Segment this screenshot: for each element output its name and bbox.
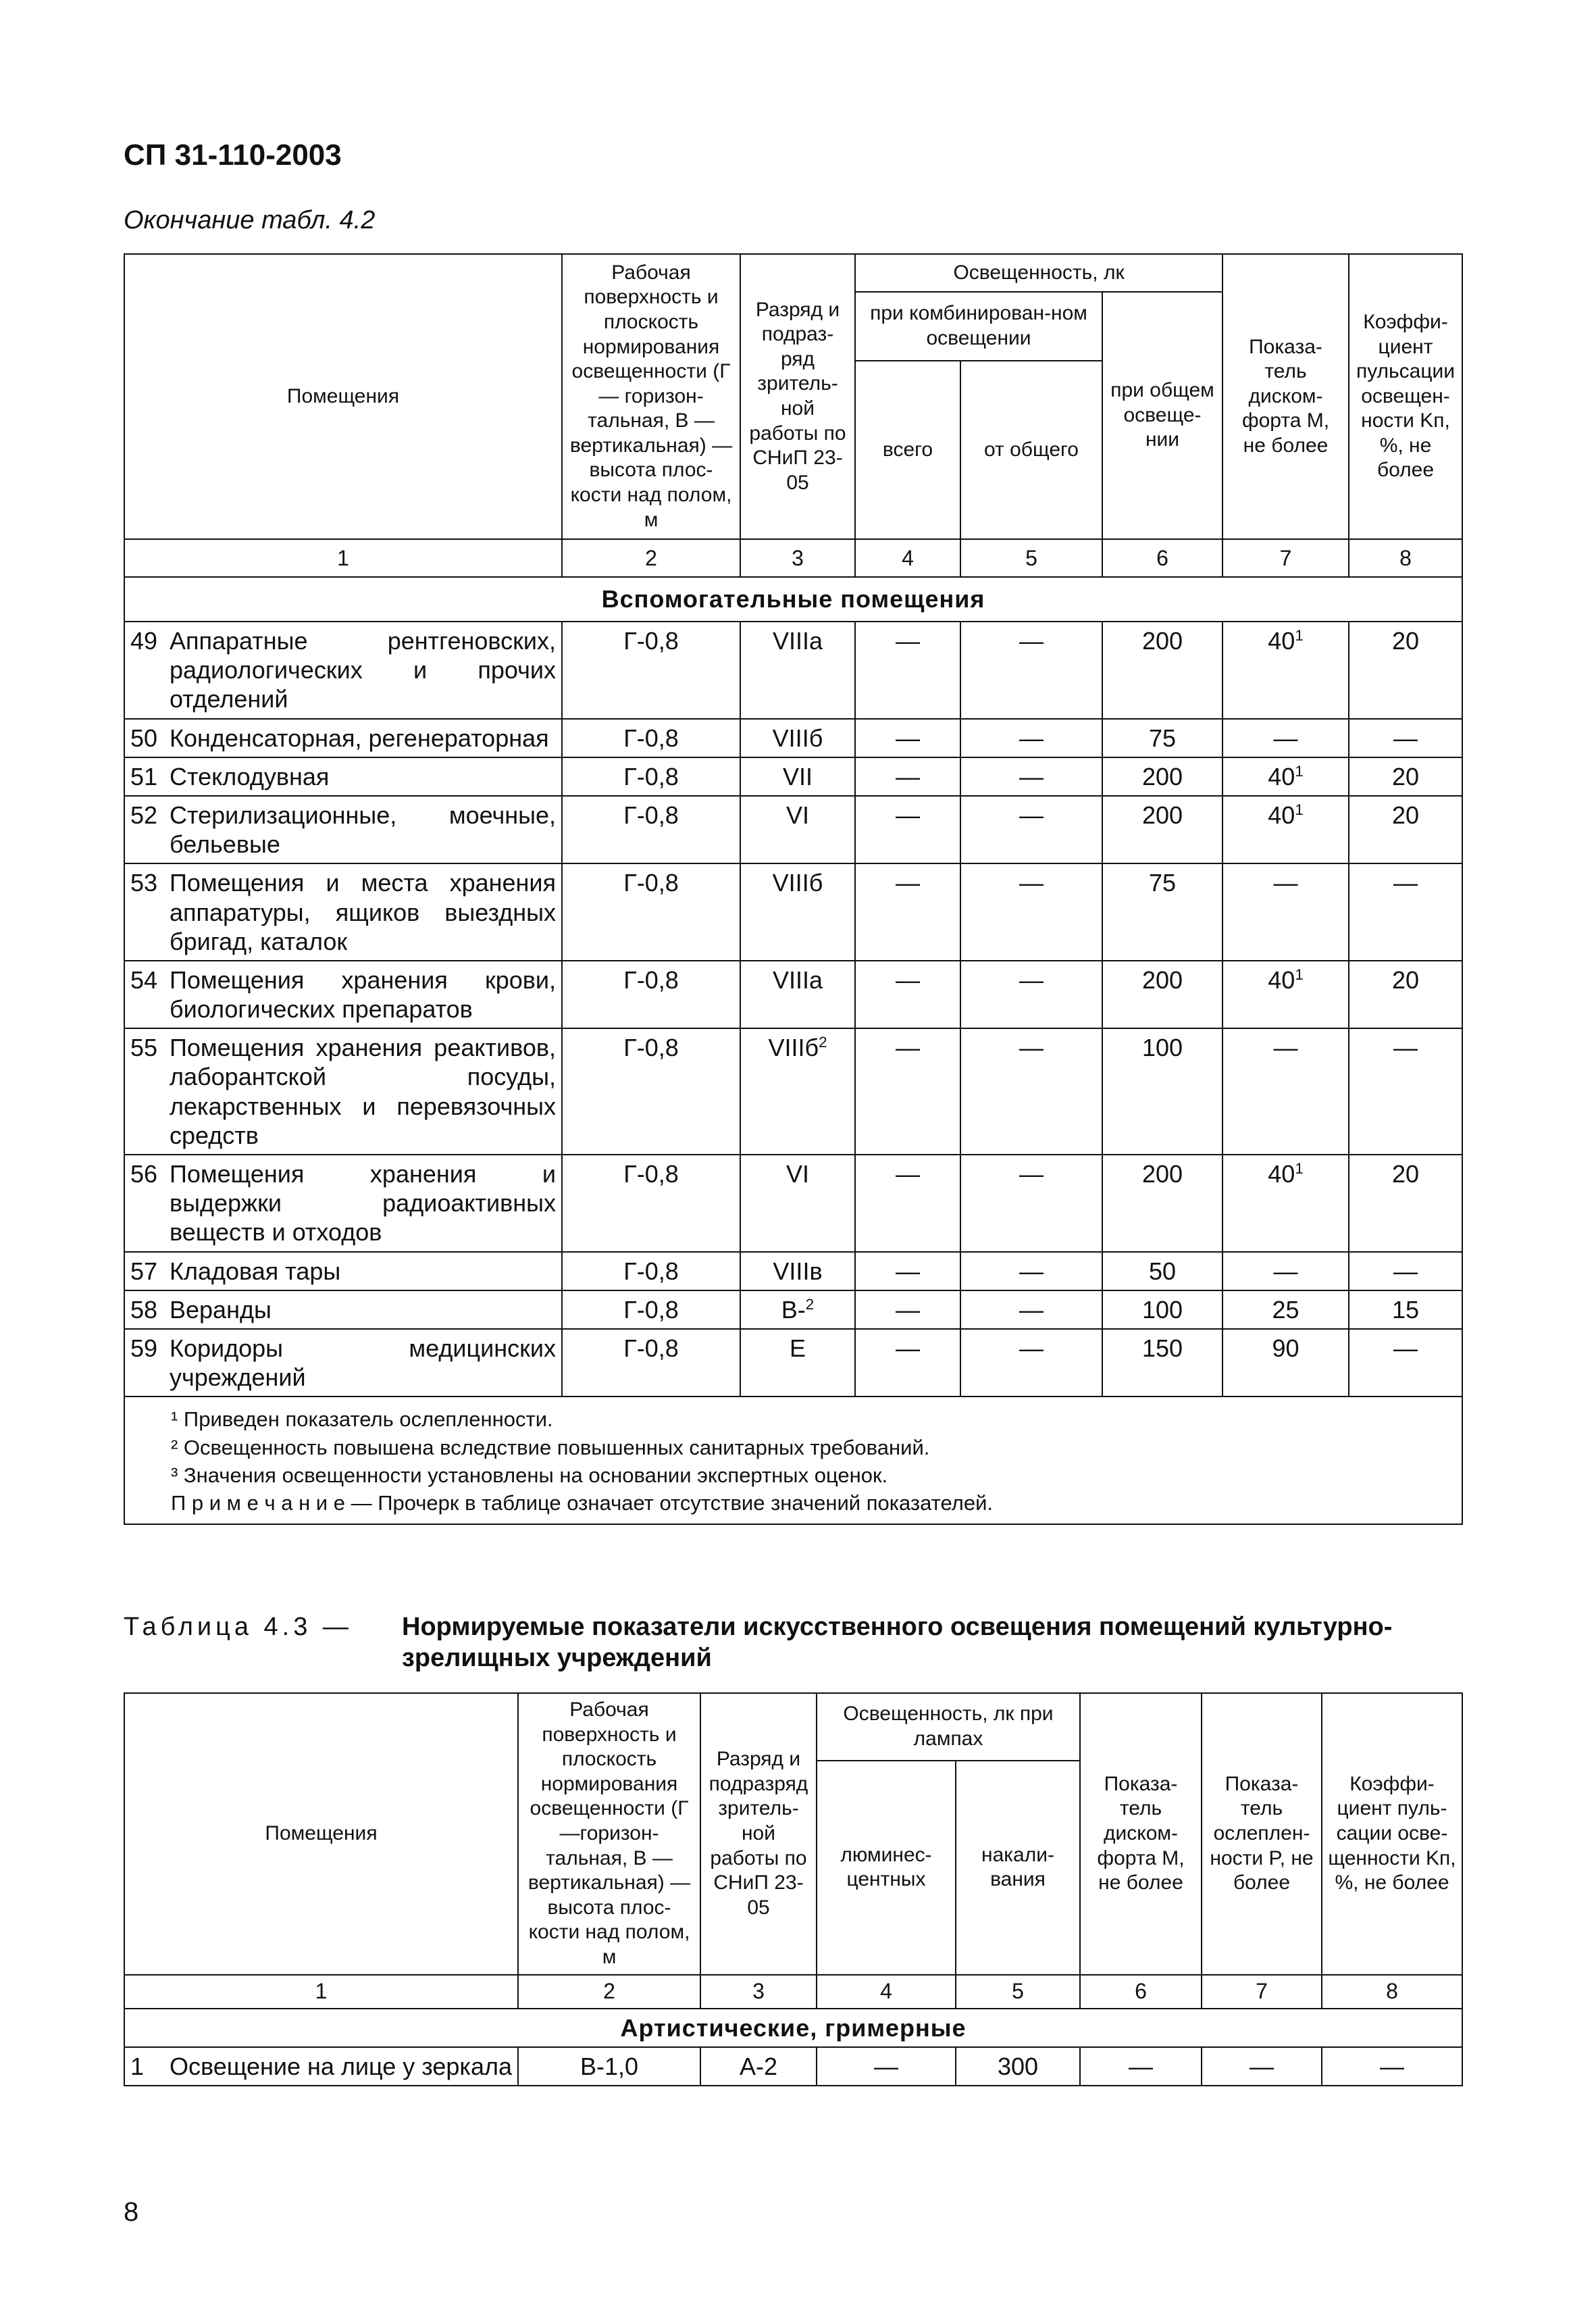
- room-name: Коридоры медицинских учреждений: [170, 1334, 556, 1392]
- discomfort-cell: —: [1222, 863, 1349, 961]
- general-cell: 100: [1102, 1028, 1222, 1155]
- col-number: 3: [700, 1975, 817, 2009]
- from-general-cell: —: [960, 1290, 1102, 1329]
- row-number: 59: [130, 1334, 158, 1362]
- category-cell: VIIIб: [740, 719, 855, 757]
- pulsation-cell: 15: [1349, 1290, 1462, 1329]
- col-header-surface: Рабочая поверхность и плоскость нормирования освещенности (Г —горизон-тальная, В — вертикальная) — высота плос-кости над полом, м: [518, 1693, 700, 1975]
- col-header-discomfort: Показа-тель диском-форта M, не более: [1080, 1693, 1202, 1975]
- table-label: Таблица 4.3 —: [124, 1613, 353, 1641]
- discomfort-cell: 90: [1222, 1329, 1349, 1397]
- from-general-cell: —: [960, 1252, 1102, 1290]
- discomfort-cell: $40^1$: [1222, 961, 1349, 1028]
- table-4-3-caption: [124, 1611, 1461, 1674]
- from-general-cell: —: [960, 863, 1102, 961]
- table-row: [124, 622, 1462, 719]
- surface-cell: Г-0,8: [562, 1290, 740, 1329]
- room-name: Помещения хранения и выдержки радиоактивных веществ и отходов: [170, 1160, 556, 1247]
- col-header-category: Разряд и подразряд зритель-ной работы по СНиП 23-05: [700, 1693, 817, 1975]
- room-name: Стеклодувная: [170, 762, 330, 790]
- col-header-room: Помещения: [124, 1693, 518, 1975]
- col-number: 8: [1322, 1975, 1462, 2009]
- footnote-3: ³ Значения освещенности установлены на основании экспертных оценок.: [171, 1463, 888, 1487]
- category-cell: VIIIa: [740, 622, 855, 719]
- surface-cell: Г-0,8: [562, 1028, 740, 1155]
- from-general-cell: —: [960, 719, 1102, 757]
- total-cell: —: [855, 796, 960, 863]
- total-cell: —: [855, 622, 960, 719]
- room-name: Стерилизационные, моечные, бельевые: [170, 801, 556, 859]
- total-cell: —: [855, 1290, 960, 1329]
- pulsation-cell: —: [1349, 1028, 1462, 1155]
- category-cell: А-2: [700, 2047, 817, 2086]
- category-cell: VIIIa: [740, 961, 855, 1028]
- col-number: 7: [1222, 539, 1349, 577]
- category-cell: Е: [740, 1329, 855, 1397]
- room-name-cell: [124, 1329, 562, 1397]
- discomfort-cell: $40^1$: [1222, 622, 1349, 719]
- from-general-cell: —: [960, 1028, 1102, 1155]
- row-number: 50: [130, 724, 158, 752]
- room-name: Веранды: [170, 1295, 272, 1324]
- room-name: Помещения и места хранения аппаратуры, ящиков выездных бригад, каталок: [170, 869, 556, 955]
- pulsation-cell: —: [1322, 2047, 1462, 2086]
- table-title: Нормируемые показатели искусственного освещения помещений культурно-зрелищных учреждений: [402, 1613, 1393, 1673]
- pulsation-cell: 20: [1349, 757, 1462, 796]
- room-name: Конденсаторная, регенераторная: [170, 724, 549, 752]
- room-name: Помещения хранения реактивов, лаборантской посуды, лекарственных и перевязочных средств: [170, 1034, 556, 1149]
- surface-cell: Г-0,8: [562, 757, 740, 796]
- row-number: 1: [130, 2052, 145, 2080]
- general-cell: 150: [1102, 1329, 1222, 1397]
- room-name-cell: [124, 2047, 518, 2086]
- col-number: 4: [817, 1975, 956, 2009]
- from-general-cell: —: [960, 1155, 1102, 1252]
- pulsation-cell: 20: [1349, 1155, 1462, 1252]
- col-header-incandescent: накали-вания: [956, 1761, 1080, 1975]
- table-row: [124, 1155, 1462, 1252]
- table-row: [124, 2047, 1462, 2086]
- discomfort-cell: $40^1$: [1222, 1155, 1349, 1252]
- col-header-surface: Рабочая поверхность и плоскость нормирования освещенности (Г — горизон-тальная, В — вертикальная) — высота плос-кости над полом, м: [562, 254, 740, 539]
- total-cell: —: [855, 1252, 960, 1290]
- col-number: 2: [562, 539, 740, 577]
- total-cell: —: [855, 1329, 960, 1397]
- row-number: 58: [130, 1295, 158, 1324]
- col-header-category: Разряд и подраз-ряд зритель-ной работы по СНиП 23-05: [740, 254, 855, 539]
- table-row: [124, 757, 1462, 796]
- room-name-cell: [124, 1290, 562, 1329]
- row-number: 57: [130, 1257, 158, 1285]
- col-number: 1: [124, 539, 562, 577]
- surface-cell: Г-0,8: [562, 961, 740, 1028]
- col-number: 6: [1080, 1975, 1202, 2009]
- table-notes: [124, 1397, 1462, 1524]
- discomfort-cell: —: [1222, 719, 1349, 757]
- total-cell: —: [855, 863, 960, 961]
- table-row: [124, 1028, 1462, 1155]
- row-number: 52: [130, 801, 158, 829]
- col-number: 2: [518, 1975, 700, 2009]
- pulsation-cell: 20: [1349, 796, 1462, 863]
- col-number: 4: [855, 539, 960, 577]
- col-number: 3: [740, 539, 855, 577]
- from-general-cell: —: [960, 796, 1102, 863]
- surface-cell: В-1,0: [518, 2047, 700, 2086]
- col-header-pulsation: Коэффи-циент пуль-сации осве-щенности Kп, %, не более: [1322, 1693, 1462, 1975]
- surface-cell: Г-0,8: [562, 1155, 740, 1252]
- section-heading: Артистические, гримерные: [124, 2009, 1462, 2047]
- table-row: [124, 1252, 1462, 1290]
- category-cell: VI: [740, 1155, 855, 1252]
- room-name-cell: [124, 719, 562, 757]
- page-number: 8: [124, 2197, 139, 2227]
- surface-cell: Г-0,8: [562, 796, 740, 863]
- table-row: [124, 863, 1462, 961]
- general-cell: 75: [1102, 863, 1222, 961]
- room-name: Аппаратные рентгеновских, радиологических и прочих отделений: [170, 627, 556, 713]
- table-note: П р и м е ч а н и е — Прочерк в таблице означает отсутствие значений показателей.: [171, 1490, 993, 1515]
- total-cell: —: [855, 757, 960, 796]
- general-cell: 50: [1102, 1252, 1222, 1290]
- table-row: [124, 961, 1462, 1028]
- incandescent-cell: 300: [956, 2047, 1080, 2086]
- glare-cell: —: [1202, 2047, 1322, 2086]
- row-number: 55: [130, 1034, 158, 1062]
- room-name-cell: [124, 1028, 562, 1155]
- table-row: [124, 719, 1462, 757]
- col-number: 8: [1349, 539, 1462, 577]
- col-header-pulsation: Коэффи-циент пульсации освещен-ности Kп, %, не более: [1349, 254, 1462, 539]
- table-continuation-caption: Окончание табл. 4.2: [124, 206, 376, 234]
- row-number: 56: [130, 1160, 158, 1188]
- total-cell: —: [855, 961, 960, 1028]
- col-header-general: при общем освеще-нии: [1102, 292, 1222, 539]
- general-cell: 200: [1102, 1155, 1222, 1252]
- from-general-cell: —: [960, 757, 1102, 796]
- total-cell: —: [855, 719, 960, 757]
- category-cell: VII: [740, 757, 855, 796]
- pulsation-cell: —: [1349, 719, 1462, 757]
- col-header-glare: Показа-тель ослеплен-ности P, не более: [1202, 1693, 1322, 1975]
- room-name-cell: [124, 863, 562, 961]
- general-cell: 100: [1102, 1290, 1222, 1329]
- general-cell: 75: [1102, 719, 1222, 757]
- general-cell: 200: [1102, 796, 1222, 863]
- from-general-cell: —: [960, 961, 1102, 1028]
- category-cell: VI: [740, 796, 855, 863]
- room-name: Помещения хранения крови, биологических препаратов: [170, 965, 556, 1024]
- fluorescent-cell: —: [817, 2047, 956, 2086]
- room-name-cell: [124, 1252, 562, 1290]
- total-cell: —: [855, 1028, 960, 1155]
- col-header-discomfort: Показа-тель диском-форта M, не более: [1222, 254, 1349, 539]
- table-row: [124, 1329, 1462, 1397]
- room-name-cell: [124, 622, 562, 719]
- general-cell: 200: [1102, 961, 1222, 1028]
- col-header-combined: при комбинирован-ном освещении: [855, 292, 1102, 361]
- footnote-2: ² Освещенность повышена вследствие повышенных санитарных требований.: [171, 1435, 930, 1459]
- total-cell: —: [855, 1155, 960, 1252]
- surface-cell: Г-0,8: [562, 1329, 740, 1397]
- row-number: 54: [130, 965, 158, 994]
- room-name: Кладовая тары: [170, 1257, 341, 1285]
- room-name-cell: [124, 796, 562, 863]
- discomfort-cell: —: [1222, 1028, 1349, 1155]
- pulsation-cell: 20: [1349, 961, 1462, 1028]
- category-cell: VIIIб$^2$: [740, 1028, 855, 1155]
- discomfort-cell: 25: [1222, 1290, 1349, 1329]
- col-number: 5: [960, 539, 1102, 577]
- row-number: 51: [130, 762, 158, 790]
- discomfort-cell: $40^1$: [1222, 757, 1349, 796]
- from-general-cell: —: [960, 1329, 1102, 1397]
- discomfort-cell: —: [1222, 1252, 1349, 1290]
- section-heading: Вспомогательные помещения: [124, 577, 1462, 622]
- col-header-total: всего: [855, 361, 960, 539]
- table-4-2: [124, 253, 1463, 1525]
- category-cell: VIIIв: [740, 1252, 855, 1290]
- footnote-1: ¹ Приведен показатель ослепленности.: [171, 1407, 553, 1432]
- room-name: Освещение на лице у зеркала: [170, 2052, 512, 2080]
- col-header-room: Помещения: [124, 254, 562, 539]
- surface-cell: Г-0,8: [562, 622, 740, 719]
- table-4-3: [124, 1692, 1463, 2086]
- row-number: 49: [130, 627, 158, 655]
- table-row: [124, 796, 1462, 863]
- pulsation-cell: 20: [1349, 622, 1462, 719]
- surface-cell: Г-0,8: [562, 719, 740, 757]
- pulsation-cell: —: [1349, 863, 1462, 961]
- col-header-fluorescent: люминес-центных: [817, 1761, 956, 1975]
- from-general-cell: —: [960, 622, 1102, 719]
- table-row: [124, 1290, 1462, 1329]
- surface-cell: Г-0,8: [562, 1252, 740, 1290]
- row-number: 53: [130, 869, 158, 897]
- room-name-cell: [124, 1155, 562, 1252]
- room-name-cell: [124, 757, 562, 796]
- surface-cell: Г-0,8: [562, 863, 740, 961]
- room-name-cell: [124, 961, 562, 1028]
- category-cell: VIIIб: [740, 863, 855, 961]
- general-cell: 200: [1102, 622, 1222, 719]
- discomfort-cell: $40^1$: [1222, 796, 1349, 863]
- col-number: 1: [124, 1975, 518, 2009]
- col-header-from-general: от общего: [960, 361, 1102, 539]
- pulsation-cell: —: [1349, 1252, 1462, 1290]
- col-number: 7: [1202, 1975, 1322, 2009]
- discomfort-cell: —: [1080, 2047, 1202, 2086]
- general-cell: 200: [1102, 757, 1222, 796]
- col-number: 6: [1102, 539, 1222, 577]
- category-cell: В-$^2$: [740, 1290, 855, 1329]
- pulsation-cell: —: [1349, 1329, 1462, 1397]
- document-code: СП 31-110-2003: [124, 139, 342, 172]
- col-number: 5: [956, 1975, 1080, 2009]
- col-header-illuminance: Освещенность, лк при лампах: [817, 1693, 1080, 1761]
- col-header-illuminance: Освещенность, лк: [855, 254, 1222, 292]
